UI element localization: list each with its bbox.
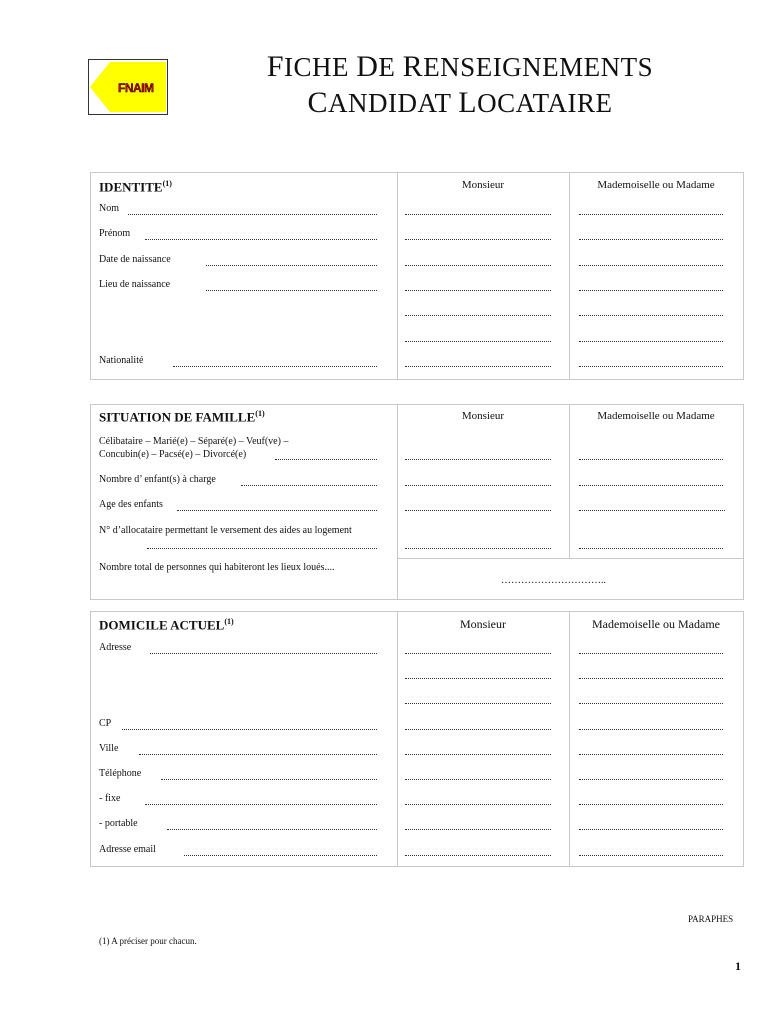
situation-dots[interactable] xyxy=(275,458,377,460)
identite-row-madame-field[interactable] xyxy=(579,289,723,291)
title-line-1: FICHE DE RENSEIGNEMENTS xyxy=(266,50,654,83)
identite-row-label: Prénom xyxy=(99,228,131,240)
identite-row-label: Nationalité xyxy=(99,354,144,366)
identite-row-leader[interactable] xyxy=(173,365,377,367)
domicile-section xyxy=(90,611,744,867)
identite-row-monsieur-field[interactable] xyxy=(405,213,551,215)
situation-options-1: Célibataire – Marié(e) – Séparé(e) – Veuf(ve) – xyxy=(99,436,289,447)
domicile-row-madame-field[interactable] xyxy=(579,803,723,805)
identite-row-leader[interactable] xyxy=(206,289,377,291)
identite-row-monsieur-field[interactable] xyxy=(405,289,551,291)
identite-row-label: Date de naissance xyxy=(99,253,171,265)
ages-dots[interactable] xyxy=(177,509,377,511)
title-line-2: CANDIDAT LOCATAIRE xyxy=(307,86,613,119)
domicile-row-monsieur-field[interactable] xyxy=(405,778,551,780)
domicile-row-label: CP xyxy=(99,717,112,729)
famille-section xyxy=(90,404,744,600)
total-label: Nombre total de personnes qui habiteront les lieux loués.... xyxy=(99,562,335,573)
domicile-row-label: Téléphone xyxy=(99,768,142,779)
domicile-col-monsieur: Monsieur xyxy=(460,617,506,631)
domicile-row-madame-field[interactable] xyxy=(579,828,723,830)
domicile-row-monsieur-field[interactable] xyxy=(405,702,551,704)
identite-row-madame-field[interactable] xyxy=(579,264,723,266)
domicile-row-label: Ville xyxy=(99,742,119,754)
identite-section xyxy=(90,172,744,380)
domicile-row-madame-field[interactable] xyxy=(579,677,723,679)
famille-col-madame: Mademoiselle ou Madame xyxy=(597,410,715,422)
page-number: 1 xyxy=(735,959,741,973)
domicile-row-madame-field[interactable] xyxy=(579,652,723,654)
identite-row-madame-field[interactable] xyxy=(579,340,723,342)
domicile-row-label: - portable xyxy=(99,818,138,830)
domicile-row-monsieur-field[interactable] xyxy=(405,677,551,679)
logo-text: FNAIM xyxy=(118,81,154,95)
domicile-row-monsieur-field[interactable] xyxy=(405,652,551,654)
identite-row-monsieur-field[interactable] xyxy=(405,365,551,367)
paraphes-label: PARAPHES xyxy=(688,914,734,924)
identite-col-madame: Mademoiselle ou Madame xyxy=(597,179,715,191)
ages-label: Age des enfants xyxy=(99,499,163,510)
situation-madame-field[interactable] xyxy=(579,458,723,460)
allocataire-label: N° d’allocataire permettant le versement des aides au logement xyxy=(99,525,352,536)
famille-title: SITUATION DE FAMILLE$^{(1)}$ xyxy=(99,409,265,425)
identite-row-monsieur-field[interactable] xyxy=(405,264,551,266)
domicile-row-leader[interactable] xyxy=(145,803,377,805)
enfants-monsieur-field[interactable] xyxy=(405,484,551,486)
allocataire-monsieur-field[interactable] xyxy=(405,547,551,549)
identite-row-madame-field[interactable] xyxy=(579,238,723,240)
famille-col-monsieur: Monsieur xyxy=(461,410,505,422)
domicile-row-monsieur-field[interactable] xyxy=(405,828,551,830)
identite-row-madame-field[interactable] xyxy=(579,314,723,316)
identite-row-monsieur-field[interactable] xyxy=(405,238,551,240)
identite-row-leader[interactable] xyxy=(145,238,377,240)
enfants-madame-field[interactable] xyxy=(579,484,723,486)
total-field[interactable]: ………………………….. xyxy=(501,575,606,586)
identite-row-label: Lieu de naissance xyxy=(99,278,171,290)
domicile-row-leader[interactable] xyxy=(167,828,377,830)
domicile-row-leader[interactable] xyxy=(139,753,377,755)
domicile-row-madame-field[interactable] xyxy=(579,854,723,856)
fnaim-logo xyxy=(88,59,168,115)
domicile-row-label: - fixe xyxy=(99,793,121,805)
allocataire-dots[interactable] xyxy=(147,547,377,549)
domicile-row-madame-field[interactable] xyxy=(579,778,723,780)
domicile-row-monsieur-field[interactable] xyxy=(405,753,551,755)
ages-monsieur-field[interactable] xyxy=(405,509,551,511)
identite-title: IDENTITE$^{(1)}$ xyxy=(99,179,172,195)
enfants-dots[interactable] xyxy=(241,484,377,486)
domicile-row-leader[interactable] xyxy=(184,854,377,856)
domicile-row-monsieur-field[interactable] xyxy=(405,728,551,730)
domicile-row-monsieur-field[interactable] xyxy=(405,854,551,856)
situation-options-2: Concubin(e) – Pacsé(e) – Divorcé(e) xyxy=(99,449,247,460)
footnote: (1) A préciser pour chacun. xyxy=(99,936,197,946)
allocataire-madame-field[interactable] xyxy=(579,547,723,549)
domicile-col-madame: Mademoiselle ou Madame xyxy=(592,617,720,631)
situation-monsieur-field[interactable] xyxy=(405,458,551,460)
identite-row-monsieur-field[interactable] xyxy=(405,314,551,316)
identite-row-label: Nom xyxy=(99,203,119,214)
domicile-row-madame-field[interactable] xyxy=(579,728,723,730)
identite-row-leader[interactable] xyxy=(206,264,377,266)
domicile-row-madame-field[interactable] xyxy=(579,753,723,755)
identite-row-leader[interactable] xyxy=(128,213,377,215)
domicile-row-label: Adresse xyxy=(99,642,132,653)
domicile-title: DOMICILE ACTUEL$^{(1)}$ xyxy=(99,617,234,633)
identite-row-madame-field[interactable] xyxy=(579,365,723,367)
identite-row-madame-field[interactable] xyxy=(579,213,723,215)
domicile-row-monsieur-field[interactable] xyxy=(405,803,551,805)
enfants-label: Nombre d’ enfant(s) à charge xyxy=(99,474,216,485)
domicile-row-leader[interactable] xyxy=(122,728,377,730)
ages-madame-field[interactable] xyxy=(579,509,725,511)
domicile-row-madame-field[interactable] xyxy=(579,702,723,704)
domicile-row-label: Adresse email xyxy=(99,843,156,855)
domicile-row-leader[interactable] xyxy=(150,652,377,654)
identite-row-monsieur-field[interactable] xyxy=(405,340,551,342)
domicile-row-leader[interactable] xyxy=(161,778,377,780)
identite-col-monsieur: Monsieur xyxy=(461,179,505,191)
